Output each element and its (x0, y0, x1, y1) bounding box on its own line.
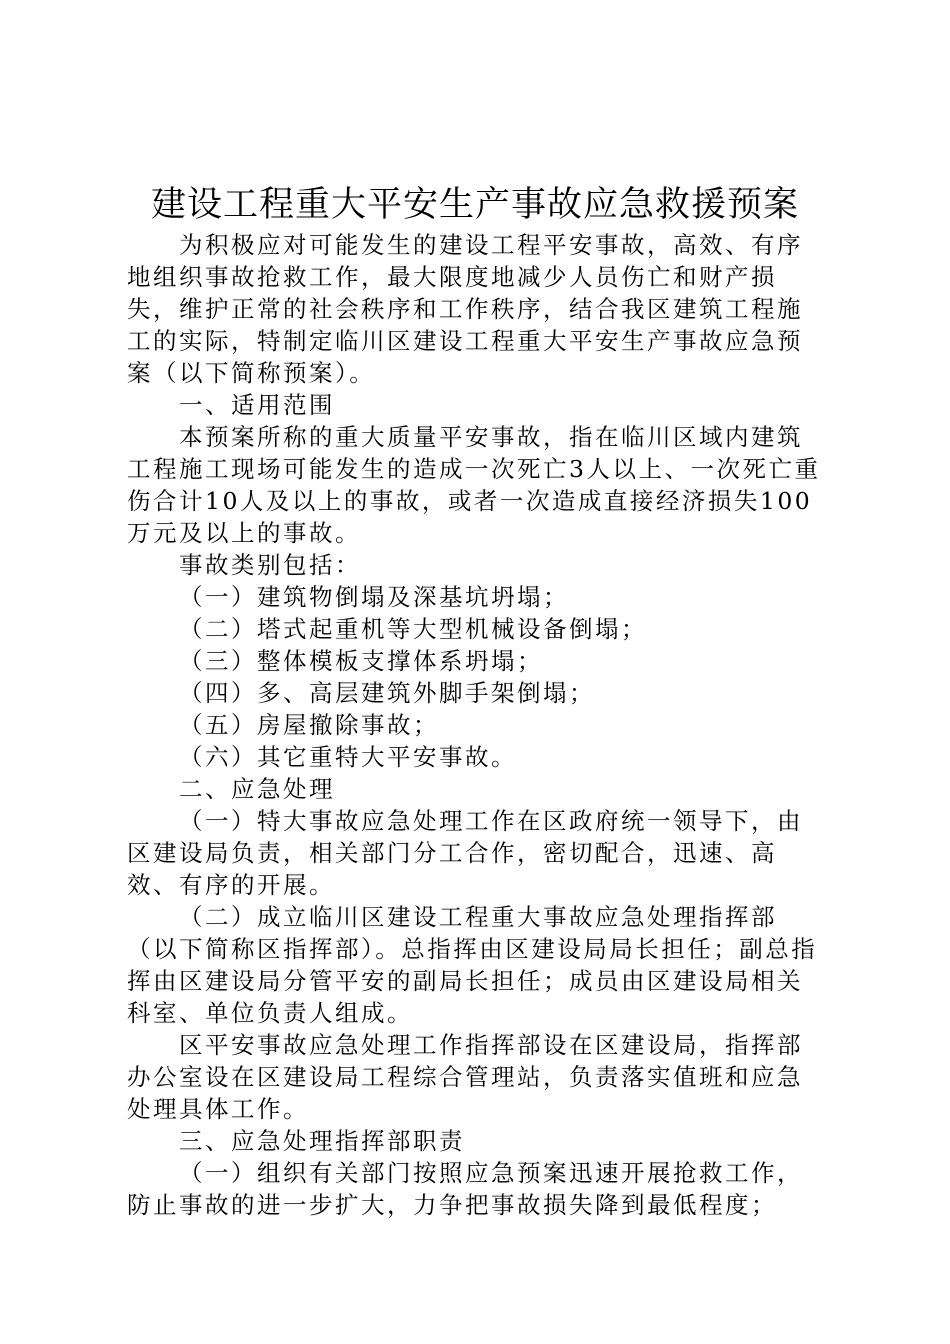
accident-type-item: （一）建筑物倒塌及深基坑坍塌； (179, 583, 569, 611)
accident-type-item: （三）整体模板支撑体系坍塌； (179, 647, 543, 675)
scope-paragraph: 本预案所称的重大质量平安事故，指在临川区域内建筑工程施工现场可能发生的造成一次死亡3人以上、一次死亡重伤合计10人及以上的事故，或者一次造成直接经济损失100万元及以上的事故。 (127, 423, 821, 547)
duties-paragraph-1: （一）组织有关部门按照应急预案迅速开展抢救工作，防止事故的进一步扩大，力争把事故损失降到最低程度； (127, 1159, 803, 1219)
emergency-paragraph-3: 区平安事故应急处理工作指挥部设在区建设局，指挥部办公室设在区建设局工程综合管理站，负责落实值班和应急处理具体工作。 (127, 1031, 803, 1123)
section-heading-scope: 一、适用范围 (179, 391, 335, 419)
accident-type-item: （六）其它重特大平安事故。 (179, 743, 517, 771)
emergency-paragraph-2: （二）成立临川区建设工程重大事故应急处理指挥部（以下简称区指挥部）。总指挥由区建设局局长担任；副总指挥由区建设局分管平安的副局长担任；成员由区建设局相关科室、单位负责人组成。 (127, 903, 818, 1027)
intro-paragraph: 为积极应对可能发生的建设工程平安事故，高效、有序地组织事故抢救工作，最大限度地减少人员伤亡和财产损失，维护正常的社会秩序和工作秩序，结合我区建筑工程施工的实际，特制定临川区建设工程重大平安生产事故应急预案（以下简称预案）。 (127, 231, 803, 387)
section-heading-emergency: 二、应急处理 (179, 775, 335, 803)
document-title: 建设工程重大平安生产事故应急救援预案 (150, 185, 799, 225)
section-heading-duties: 三、应急处理指挥部职责 (179, 1127, 465, 1155)
document-body (127, 229, 823, 1221)
emergency-paragraph-1: （一）特大事故应急处理工作在区政府统一领导下，由区建设局负责，相关部门分工合作，密切配合，迅速、高效、有序的开展。 (127, 807, 803, 899)
accident-types-heading: 事故类别包括： (179, 551, 361, 579)
accident-type-item: （五）房屋撤除事故； (179, 711, 439, 739)
accident-type-item: （二）塔式起重机等大型机械设备倒塌； (179, 615, 647, 643)
accident-type-item: （四）多、高层建筑外脚手架倒塌； (179, 679, 595, 707)
